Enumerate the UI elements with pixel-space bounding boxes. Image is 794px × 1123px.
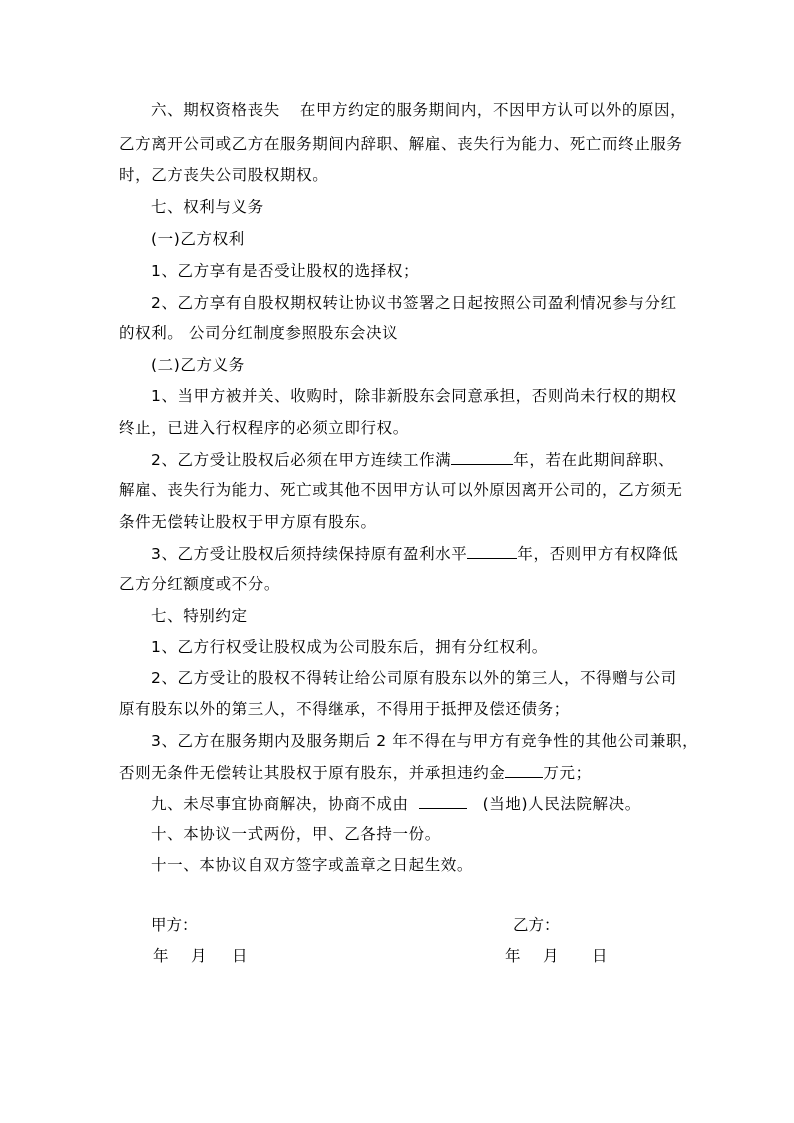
duties-title: (二)乙方义务 — [151, 356, 245, 374]
section-6-title: 六、期权资格丧失 — [151, 101, 280, 119]
special-2-line-2: 原有股东以外的第三人，不得继承，不得用于抵押及偿还债务； — [119, 700, 570, 718]
duty-2-text-b: 年，若在此期间辞职、 — [513, 451, 675, 469]
special-2-line-1: 2、乙方受让的股权不得转让给公司原有股东以外的第三人，不得赠与公司 — [151, 669, 677, 687]
month-label: 月 — [543, 947, 559, 965]
duty-2-line-1 — [151, 449, 711, 470]
duty-2-line-3: 条件无偿转让股权于甲方原有股东。 — [119, 513, 377, 531]
right-1: 1、乙方享有是否受让股权的选择权； — [151, 262, 420, 280]
month-label: 月 — [191, 947, 207, 965]
party-a-label: 甲方： — [151, 916, 198, 934]
duty-2-line-2: 解雇、丧失行为能力、死亡或其他不因甲方认可以外原因离开公司的，乙方须无 — [119, 481, 683, 499]
profit-years-blank[interactable] — [467, 543, 517, 559]
duty-1-line-2: 终止，已进入行权程序的必须立即行权。 — [119, 419, 409, 437]
section-7-title: 七、权利与义务 — [151, 198, 264, 216]
duty-1-line-1: 1、当甲方被并关、收购时，除非新股东会同意承担，否则尚未行权的期权 — [151, 387, 677, 405]
section-9 — [151, 793, 711, 814]
duty-3-line-1 — [151, 543, 711, 564]
penalty-amount-blank[interactable] — [505, 762, 543, 778]
special-title: 七、特别约定 — [151, 607, 248, 625]
court-location-blank[interactable] — [419, 793, 467, 809]
year-label: 年 — [153, 947, 169, 965]
rights-title: (一)乙方权利 — [151, 230, 245, 248]
right-2-line-2: 的权利。 公司分红制度参照股东会决议 — [119, 324, 399, 342]
right-2-line-1: 2、乙方享有自股权期权转让协议书签署之日起按照公司盈利情况参与分红 — [151, 294, 677, 312]
work-years-blank[interactable] — [451, 449, 513, 465]
year-label: 年 — [505, 947, 521, 965]
day-label: 日 — [592, 947, 608, 965]
section-6-line-2: 乙方离开公司或乙方在服务期间内辞职、解雇、丧失行为能力、死亡而终止服务 — [119, 135, 683, 153]
day-label: 日 — [232, 947, 248, 965]
party-a-date — [153, 946, 248, 966]
section-6-text: 在甲方约定的服务期间内，不因甲方认可以外的原因， — [299, 101, 687, 119]
section-9-text-a: 九、未尽事宜协商解决，协商不成由 — [151, 795, 409, 813]
special-3-line-1: 3、乙方在服务期内及服务期后 2 年不得在与甲方有竞争性的其他公司兼职， — [151, 732, 699, 750]
duty-3-line-2: 乙方分红额度或不分。 — [119, 575, 281, 593]
party-b-date — [505, 946, 608, 966]
section-6-line-1 — [151, 100, 711, 120]
duty-2-text-a: 2、乙方受让股权后必须在甲方连续工作满 — [151, 451, 452, 469]
party-b-label: 乙方： — [513, 916, 560, 934]
duty-3-text-b: 年，否则甲方有权降低 — [517, 545, 679, 563]
duty-3-text-a: 3、乙方受让股权后须持续保持原有盈利水平 — [151, 545, 468, 563]
section-10: 十、本协议一式两份，甲、乙各持一份。 — [151, 825, 441, 843]
section-6-line-3: 时，乙方丧失公司股权期权。 — [119, 166, 329, 184]
section-9-text-b: (当地)人民法院解决。 — [482, 795, 641, 813]
special-3-text-b: 万元； — [543, 764, 592, 782]
special-3-text-a: 否则无条件无偿转让其股权于原有股东，并承担违约金 — [119, 764, 506, 782]
special-1: 1、乙方行权受让股权成为公司股东后，拥有分红权利。 — [151, 638, 548, 656]
special-3-line-2 — [119, 762, 679, 783]
section-11: 十一、本协议自双方签字或盖章之日起生效。 — [151, 856, 474, 874]
